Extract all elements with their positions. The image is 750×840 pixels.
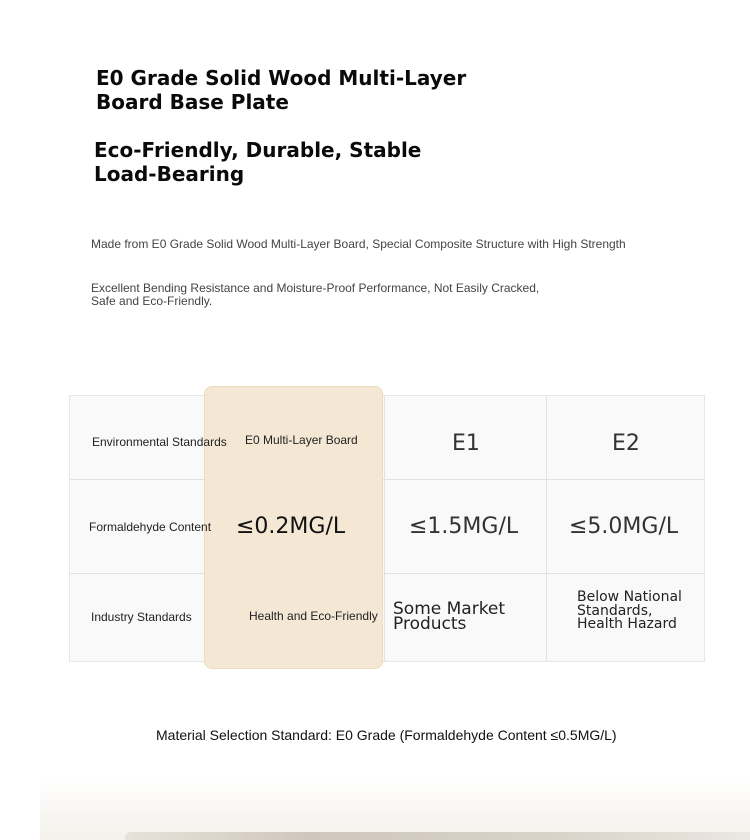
bottom-background [40, 775, 750, 840]
e1-industry-cell: Some Market Products [393, 599, 506, 634]
column-divider [384, 396, 385, 661]
e2-environmental-cell: E2 [612, 430, 640, 456]
row-divider [70, 479, 704, 480]
row-label-environmental: Environmental Standards [92, 435, 227, 449]
page-subtitle: Eco-Friendly, Durable, Stable Load-Bearing [94, 138, 422, 186]
e0-formaldehyde-cell: ≤0.2MG/L [236, 513, 346, 539]
e0-industry-cell: Health and Eco-Friendly [249, 609, 378, 623]
material-selection-note: Material Selection Standard: E0 Grade (Formaldehyde Content ≤0.5MG/L) [156, 727, 617, 743]
e1-environmental-cell: E1 [452, 430, 480, 456]
description-line-1: Made from E0 Grade Solid Wood Multi-Layer Board, Special Composite Structure with High Strength [91, 237, 626, 251]
row-label-industry: Industry Standards [91, 610, 192, 624]
column-divider [546, 396, 547, 661]
row-label-formaldehyde: Formaldehyde Content [89, 520, 212, 534]
e2-formaldehyde-cell: ≤5.0MG/L [569, 513, 679, 539]
row-divider [70, 573, 704, 574]
e2-industry-cell: Below National Standards, Health Hazard [577, 589, 682, 632]
title-block [96, 66, 516, 114]
e0-environmental-cell: E0 Multi-Layer Board [245, 433, 358, 447]
e1-formaldehyde-cell: ≤1.5MG/L [409, 513, 519, 539]
page-title: E0 Grade Solid Wood Multi-Layer Board Base Plate [96, 66, 467, 114]
board-edge-image [125, 832, 750, 840]
description-line-2: Excellent Bending Resistance and Moisture-Proof Performance, Not Easily Cracked, Safe and Eco-Friendly. [91, 281, 540, 308]
